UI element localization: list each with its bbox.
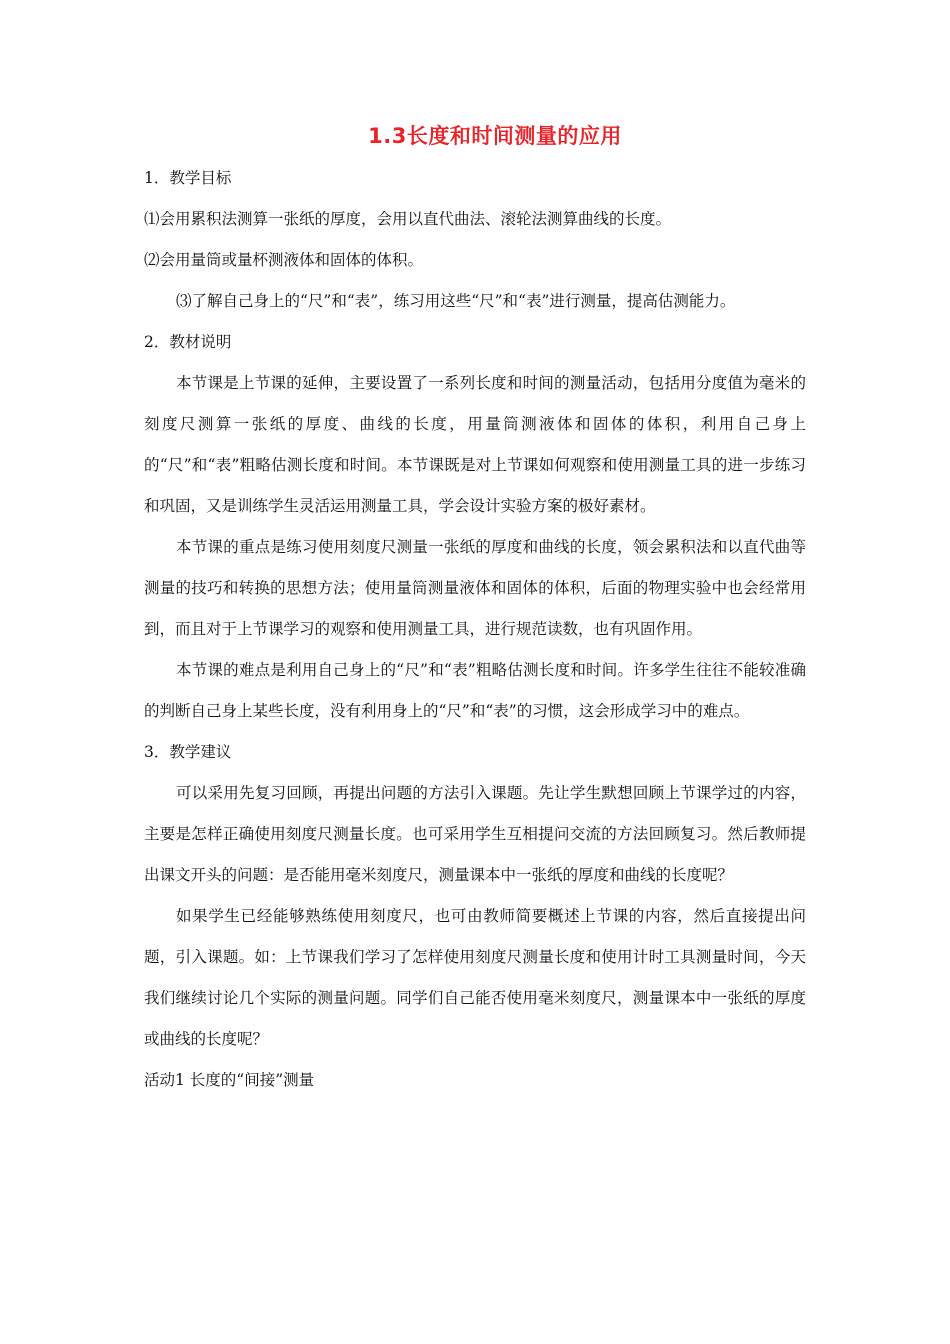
body-paragraph: 本节课的重点是练习使用刻度尺测量一张纸的厚度和曲线的长度，领会累积法和以直代曲等测量的技巧和转换的思想方法；使用量筒测量液体和固体的体积，后面的物理实验中也会经常用到，而且对于上节课学习的观察和使用测量工具，进行规范读数，也有巩固作用。 xyxy=(144,538,806,638)
activity-heading: 活动1 长度的“间接”测量 xyxy=(144,1071,315,1089)
body-paragraph: 可以采用先复习回顾，再提出问题的方法引入课题。先让学生默想回顾上节课学过的内容，主要是怎样正确使用刻度尺测量长度。也可采用学生互相提问交流的方法回顾复习。然后教师提出课文开头的问题：是否能用毫米刻度尺，测量课本中一张纸的厚度和曲线的长度呢？ xyxy=(144,784,806,884)
body-paragraph: 本节课的难点是利用自己身上的“尺”和“表”粗略估测长度和时间。许多学生往往不能较准确的判断自己身上某些长度，没有利用身上的“尺”和“表”的习惯，这会形成学习中的难点。 xyxy=(144,661,806,720)
document-title: 1.3长度和时间测量的应用 xyxy=(368,124,622,148)
body-paragraph: 如果学生已经能够熟练使用刻度尺，也可由教师简要概述上节课的内容，然后直接提出问题，引入课题。如：上节课我们学习了怎样使用刻度尺测量长度和使用计时工具测量时间，今天我们继续讨论几个实际的测量问题。同学们自己能否使用毫米刻度尺，测量课本中一张纸的厚度或曲线的长度呢？ xyxy=(144,907,806,1048)
section-heading-objectives: 1．教学目标 xyxy=(144,169,232,187)
document-body xyxy=(144,158,806,1101)
section-heading-materials: 2．教材说明 xyxy=(144,333,232,351)
objective-item: ⑶了解自己身上的“尺”和“表”，练习用这些“尺”和“表”进行测量，提高估测能力。 xyxy=(176,292,736,310)
objective-item: ⑴会用累积法测算一张纸的厚度，会用以直代曲法、滚轮法测算曲线的长度。 xyxy=(144,210,672,228)
objective-item: ⑵会用量筒或量杯测液体和固体的体积。 xyxy=(144,251,424,269)
body-paragraph: 本节课是上节课的延伸，主要设置了一系列长度和时间的测量活动，包括用分度值为毫米的刻度尺测算一张纸的厚度、曲线的长度，用量筒测液体和固体的体积，利用自己身上的“尺”和“表”粗略估测长度和时间。本节课既是对上节课如何观察和使用测量工具的进一步练习和巩固，又是训练学生灵活运用测量工具，学会设计实验方案的极好素材。 xyxy=(144,374,806,515)
section-heading-suggestions: 3．教学建议 xyxy=(144,743,232,761)
